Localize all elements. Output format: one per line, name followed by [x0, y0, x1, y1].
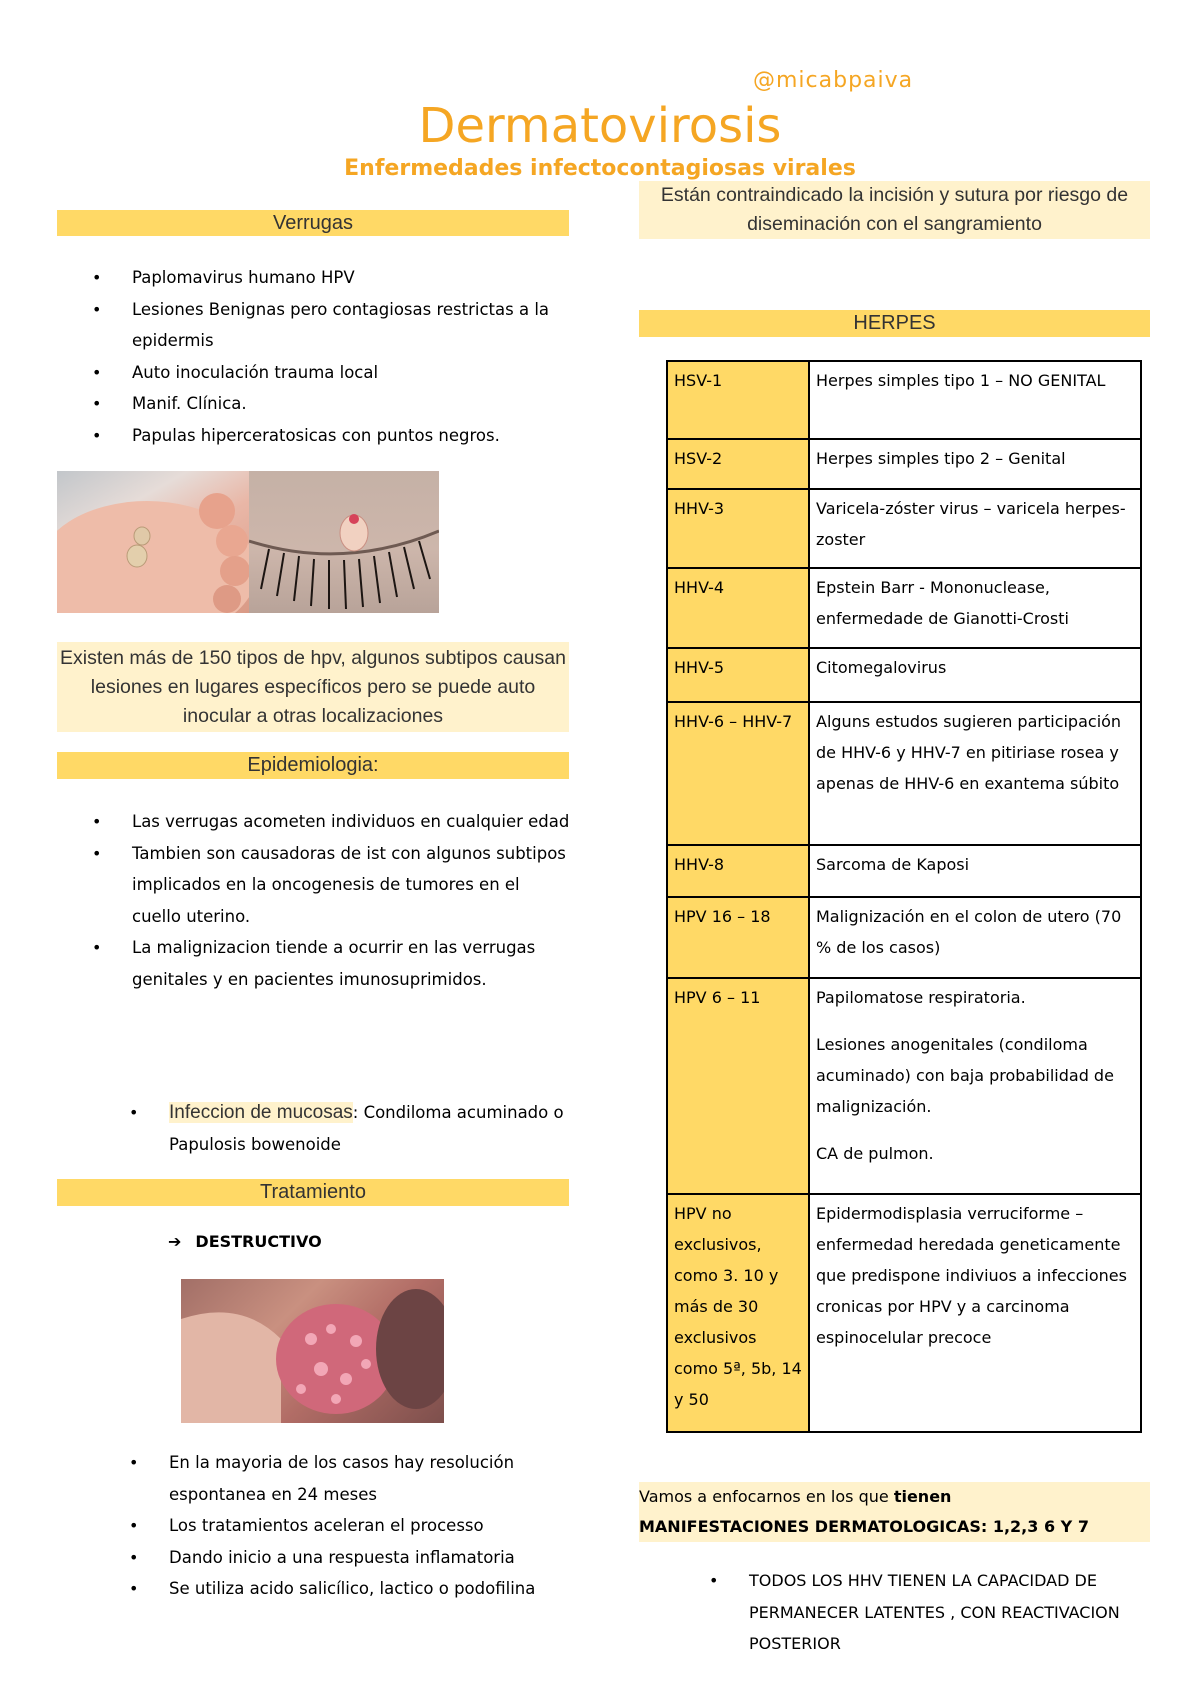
description-cell [809, 978, 1141, 1194]
table-row [667, 439, 1141, 489]
description-cell: Citomegalovirus [809, 648, 1141, 702]
virus-cell: HHV-3 [667, 489, 809, 568]
arrow-right-icon: ➔ [168, 1232, 182, 1251]
description-cell: Varicela-zóster virus – varicela herpes-zoster [809, 489, 1141, 568]
list-item: • Las verrugas acometen individuos en cualquier edad [58, 806, 570, 838]
list-item: • En la mayoria de los casos hay resolución espontanea en 24 meses [129, 1447, 569, 1510]
focus-note [639, 1482, 1150, 1542]
list-item: • Lesiones Benignas pero contagiosas restrictas a la epidermis [58, 294, 570, 357]
eyelid-wart-photo [249, 471, 439, 613]
table-row [667, 489, 1141, 568]
virus-cell: HHV-4 [667, 568, 809, 648]
virus-cell: HHV-5 [667, 648, 809, 702]
table-row [667, 648, 1141, 702]
description-cell: Herpes simples tipo 2 – Genital [809, 439, 1141, 489]
list-item: • Papulas hiperceratosicas con puntos negros. [58, 420, 570, 452]
contraindication-note: Están contraindicado la incisión y sutura por riesgo de diseminación con el sangramiento [639, 181, 1150, 239]
list-item: • Auto inoculación trauma local [58, 357, 570, 389]
herpes-latency-list [709, 1565, 1159, 1660]
herpes-table [666, 360, 1142, 1433]
description-cell: Herpes simples tipo 1 – NO GENITAL [809, 361, 1141, 439]
table-row [667, 897, 1141, 978]
virus-cell: HPV 6 – 11 [667, 978, 809, 1194]
list-item: • TODOS LOS HHV TIENEN LA CAPACIDAD DE PERMANECER LATENTES , CON REACTIVACION POSTERIOR [709, 1565, 1159, 1660]
virus-cell: HHV-6 – HHV-7 [667, 702, 809, 845]
list-item: • Paplomavirus humano HPV [58, 262, 570, 294]
author-handle: @micabpaiva [753, 68, 914, 93]
table-row [667, 845, 1141, 897]
verrugas-list [58, 262, 570, 451]
tratamiento-list [129, 1447, 569, 1605]
table-row [667, 978, 1141, 1194]
description-paragraph: CA de pulmon. [816, 1144, 934, 1163]
page-title: Dermatovirosis [418, 98, 782, 154]
page-subtitle: Enfermedades infectocontagiosas virales [344, 156, 856, 181]
virus-cell: HSV-1 [667, 361, 809, 439]
description-cell: Epidermodisplasia verruciforme – enfermedad heredada geneticamente que predispone indiviuos a infecciones cronicas por HPV y a carcinoma espinocelular precoce [809, 1194, 1141, 1432]
virus-cell: HSV-2 [667, 439, 809, 489]
table-row [667, 702, 1141, 845]
description-cell: Epstein Barr - Mononuclease, enfermedade de Gianotti-Crosti [809, 568, 1141, 648]
focus-text: Vamos a enfocarnos en los que [639, 1487, 894, 1506]
list-item: • Los tratamientos aceleran el processo [129, 1510, 569, 1542]
section-heading-verrugas: Verrugas [57, 210, 569, 236]
epidemiologia-list [58, 806, 570, 995]
mucosas-label: Infeccion de mucosas [169, 1102, 353, 1123]
list-item: • Se utiliza acido salicílico, lactico o podofilina [129, 1573, 569, 1605]
section-heading-tratamiento: Tratamiento [57, 1179, 569, 1206]
virus-cell: HHV-8 [667, 845, 809, 897]
description-paragraph: Papilomatose respiratoria. [816, 988, 1026, 1007]
mucosas-text: : Condiloma acuminado o Papulosis bowenoide [169, 1103, 564, 1154]
list-item: • La malignizacion tiende a ocurrir en las verrugas genitales y en pacientes imunosuprimidos. [58, 932, 570, 995]
list-item: • Tambien son causadoras de ist con algunos subtipos implicados en la oncogenesis de tumores en el cuello uterino. [58, 838, 570, 933]
section-heading-herpes: HERPES [639, 310, 1150, 337]
virus-cell: HPV 16 – 18 [667, 897, 809, 978]
description-cell: Sarcoma de Kaposi [809, 845, 1141, 897]
mucosas-list [129, 1097, 569, 1160]
virus-cell: HPV no exclusivos, como 3. 10 y más de 30 exclusivos como 5ª, 5b, 14 y 50 [667, 1194, 809, 1432]
destructivo-label [168, 1232, 322, 1251]
table-row [667, 1194, 1141, 1432]
table-row [667, 361, 1141, 439]
description-cell: Malignización en el colon de utero (70 % de los casos) [809, 897, 1141, 978]
description-paragraph: Lesiones anogenitales (condiloma acuminado) con baja probabilidad de malignización. [816, 1035, 1114, 1116]
hpv-note: Existen más de 150 tipos de hpv, algunos subtipos causan lesiones en lugares específicos pero se puede auto inocular a otras localizaciones [57, 642, 569, 732]
table-row [667, 568, 1141, 648]
list-item: • Dando inicio a una respuesta inflamatoria [129, 1542, 569, 1574]
focus-text-2: MANIFESTACIONES DERMATOLOGICAS: 1,2,3 6 Y 7 [639, 1517, 1089, 1536]
description-cell: Alguns estudos sugieren participación de HHV-6 y HHV-7 en pitiriase rosea y apenas de HHV-6 en exantema súbito [809, 702, 1141, 845]
foot-wart-photo [57, 471, 249, 613]
list-item [129, 1097, 569, 1160]
destructivo-text: DESTRUCTIVO [195, 1232, 322, 1251]
condyloma-photo [181, 1279, 444, 1423]
focus-text-bold: tienen [893, 1487, 952, 1506]
list-item: • Manif. Clínica. [58, 388, 570, 420]
section-heading-epidemiologia: Epidemiologia: [57, 752, 569, 779]
